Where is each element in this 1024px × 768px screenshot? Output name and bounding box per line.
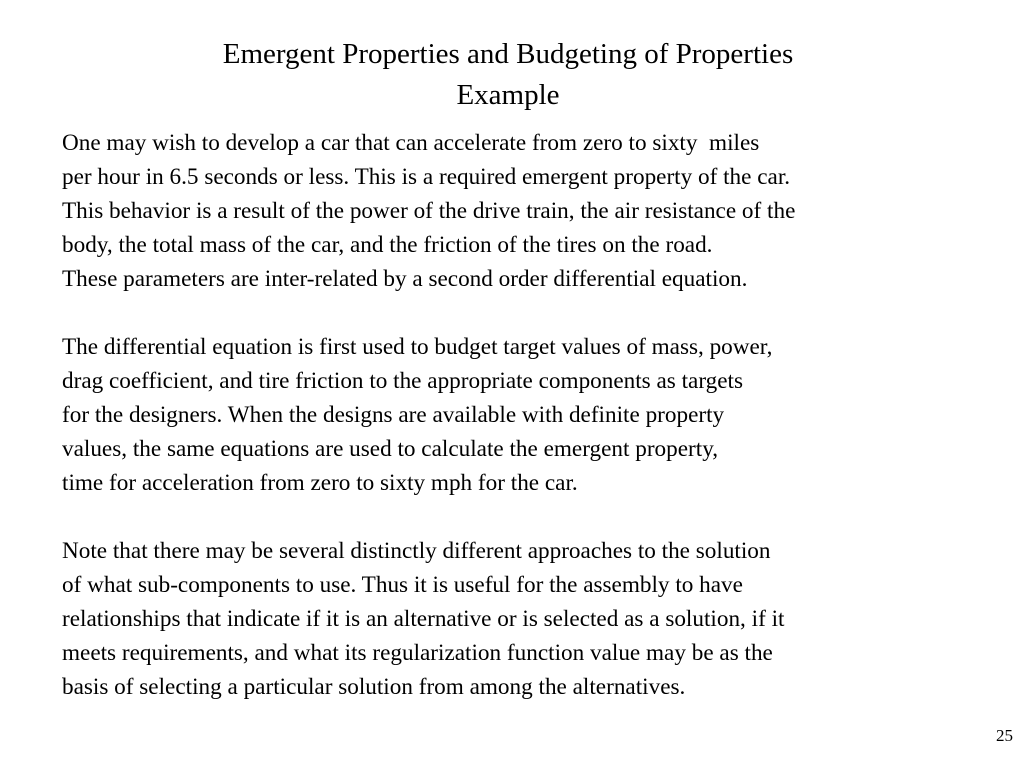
body-line: meets requirements, and what its regularization function value may be as the [62, 640, 773, 666]
paragraph-2 [62, 330, 1012, 500]
body-line: time for acceleration from zero to sixty mph for the car. [62, 470, 578, 496]
paragraph-3 [62, 534, 1012, 704]
body-line: basis of selecting a particular solution from among the alternatives. [62, 674, 686, 700]
body-line: Note that there may be several distinctly different approaches to the solution [62, 538, 771, 564]
body-line: This behavior is a result of the power of the drive train, the air resistance of the [62, 198, 796, 224]
page-number: 25 [996, 726, 1013, 745]
body-line: drag coefficient, and tire friction to the appropriate components as targets [62, 368, 743, 394]
body-line: body, the total mass of the car, and the friction of the tires on the road. [62, 232, 713, 258]
body-line: The differential equation is first used to budget target values of mass, power, [62, 334, 773, 360]
body-line: These parameters are inter-related by a second order differential equation. [62, 266, 748, 292]
body-line: One may wish to develop a car that can accelerate from zero to sixty miles [62, 130, 760, 156]
paragraph-1 [62, 126, 1012, 296]
title-line: Example [456, 79, 560, 111]
body-line: relationships that indicate if it is an alternative or is selected as a solution, if it [62, 606, 785, 632]
slide-body [62, 126, 1012, 738]
slide-title [0, 34, 1016, 116]
title-line: Emergent Properties and Budgeting of Properties [222, 38, 794, 70]
body-line: of what sub-components to use. Thus it is useful for the assembly to have [62, 572, 743, 598]
body-line: values, the same equations are used to calculate the emergent property, [62, 436, 719, 462]
body-line: per hour in 6.5 seconds or less. This is a required emergent property of the car. [62, 164, 791, 190]
body-line: for the designers. When the designs are available with definite property [62, 402, 725, 428]
